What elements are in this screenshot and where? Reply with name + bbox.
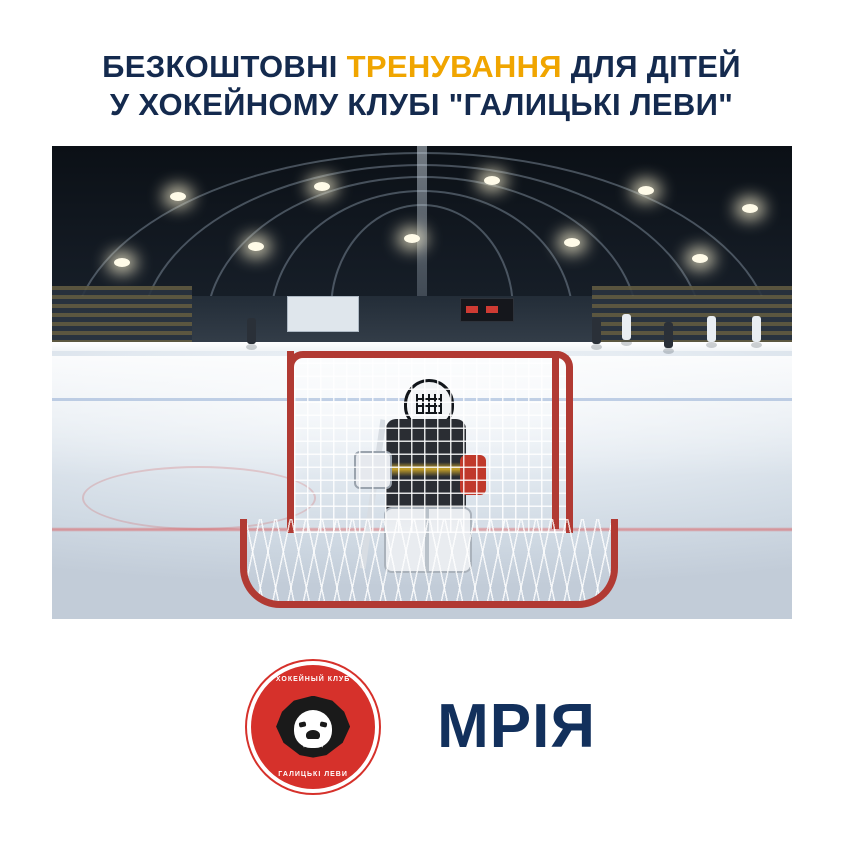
skater (664, 322, 673, 348)
ceiling-lamp (742, 204, 758, 213)
hockey-goal (232, 351, 612, 601)
ceiling-lamp (248, 242, 264, 251)
skater (247, 318, 256, 344)
footer-block (52, 661, 792, 793)
spectator-stands-left (52, 286, 192, 344)
ceiling-lamp (170, 192, 186, 201)
club-logo-bottom-text: ГАЛИЦЬКІ ЛЕВИ (278, 770, 348, 778)
lion-face (294, 710, 332, 748)
goal-post-right (552, 351, 559, 529)
headline-line-2: У ХОКЕЙНОМУ КЛУБІ "ГАЛИЦЬКІ ЛЕВИ" (109, 86, 734, 122)
hero-photo (52, 146, 792, 619)
skater (752, 316, 761, 342)
lion-eye-right (320, 721, 328, 727)
headline-line1-accent: ТРЕНУВАННЯ (346, 49, 562, 84)
sponsor-wordmark: МРІЯ (437, 691, 596, 761)
goal-net-floor (240, 519, 618, 608)
goal-post-left (287, 351, 294, 529)
arena-scene (52, 146, 792, 619)
skater (592, 318, 601, 344)
ceiling-lamp (638, 186, 654, 195)
headline-line1-part1: БЕЗКОШТОВНІ (102, 49, 347, 84)
headline-line-1 (0, 48, 843, 86)
ceiling-lamp (484, 176, 500, 185)
ceiling-lamp (564, 238, 580, 247)
skater (622, 314, 631, 340)
ceiling-lamp (692, 254, 708, 263)
club-logo-top-text: ХОКЕЙНЫЙ КЛУБ (275, 675, 351, 683)
goal-net-face (287, 351, 573, 533)
scoreboard (460, 298, 514, 322)
ceiling-lamp (404, 234, 420, 243)
ceiling-lamp (114, 258, 130, 267)
lion-head-icon (276, 696, 350, 758)
headline-line1-part2: ДЛЯ ДІТЕЙ (561, 49, 741, 84)
arena-banner (287, 296, 359, 332)
ceiling-lamp (314, 182, 330, 191)
club-logo-icon (247, 661, 379, 793)
headline-block (0, 0, 843, 124)
lion-snout (306, 730, 320, 740)
skater (707, 316, 716, 342)
